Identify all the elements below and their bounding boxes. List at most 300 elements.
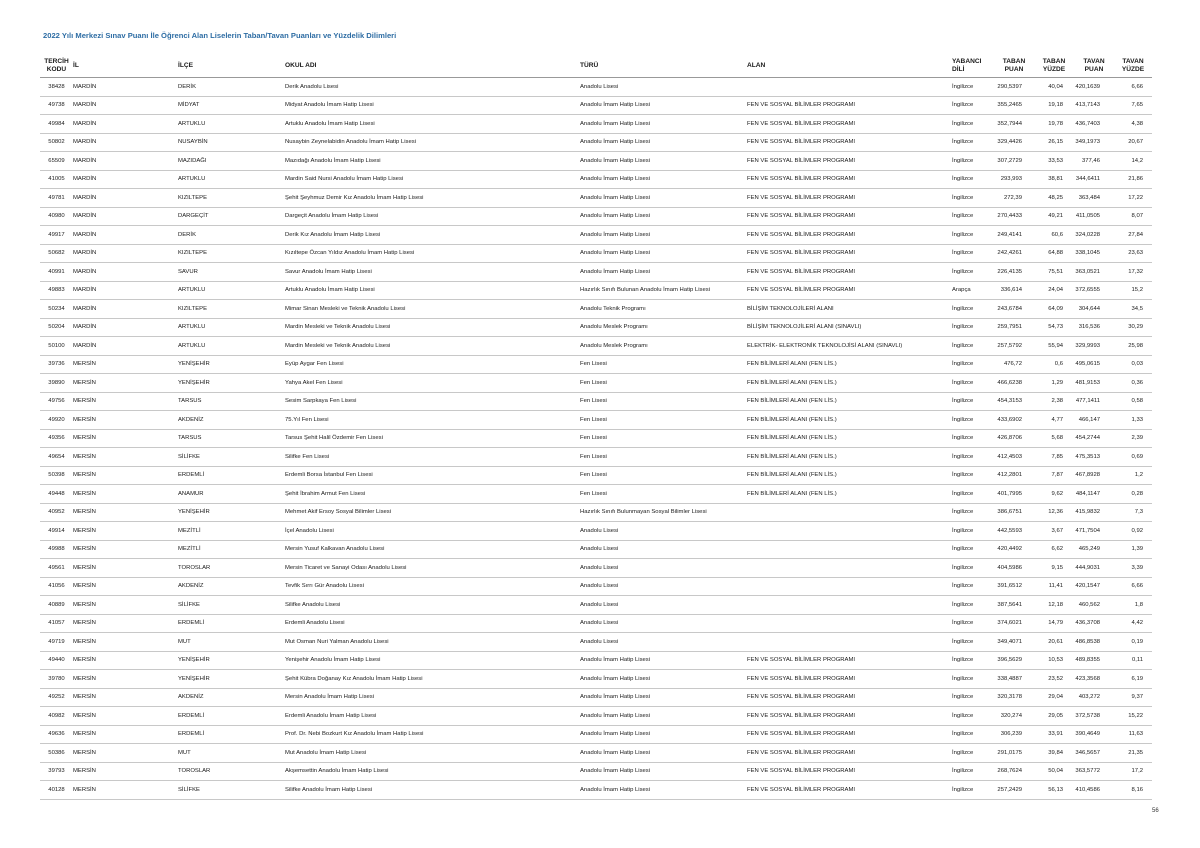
- cell-turu: Anadolu İmam Hatip Lisesi: [580, 651, 747, 670]
- cell-il: MERSİN: [73, 781, 178, 800]
- cell-taban-puan: 307,2729: [994, 152, 1034, 171]
- cell-alan: FEN VE SOSYAL BİLİMLER PROGRAMI: [747, 281, 952, 300]
- cell-okul-adi: 75.Yıl Fen Lisesi: [285, 411, 580, 430]
- cell-tercih-kodu: 49252: [40, 688, 73, 707]
- cell-tavan-puan: 410,4586: [1074, 781, 1114, 800]
- cell-yabanci-dili: İngilizce: [952, 559, 994, 578]
- cell-turu: Anadolu Lisesi: [580, 614, 747, 633]
- cell-taban-puan: 386,6751: [994, 503, 1034, 522]
- cell-alan: [747, 540, 952, 559]
- cell-alan: FEN VE SOSYAL BİLİMLER PROGRAMI: [747, 226, 952, 245]
- cell-il: MERSİN: [73, 670, 178, 689]
- cell-tavan-puan: 316,536: [1074, 318, 1114, 337]
- cell-il: MARDİN: [73, 207, 178, 226]
- cell-tavan-puan: 304,644: [1074, 300, 1114, 319]
- table-row: [40, 725, 1152, 744]
- cell-okul-adi: Eyüp Aygar Fen Lisesi: [285, 355, 580, 374]
- page-number: 56: [1152, 808, 1159, 814]
- table-row: [40, 540, 1152, 559]
- cell-ilce: YENİŞEHİR: [178, 374, 285, 393]
- cell-taban-puan: 433,6902: [994, 411, 1034, 430]
- cell-alan: [747, 503, 952, 522]
- cell-il: MERSİN: [73, 633, 178, 652]
- cell-il: MERSİN: [73, 411, 178, 430]
- cell-il: MERSİN: [73, 392, 178, 411]
- cell-yabanci-dili: İngilizce: [952, 226, 994, 245]
- cell-turu: Anadolu İmam Hatip Lisesi: [580, 781, 747, 800]
- cell-okul-adi: Artuklu Anadolu İmam Hatip Lisesi: [285, 281, 580, 300]
- table-row: [40, 374, 1152, 393]
- cell-alan: FEN VE SOSYAL BİLİMLER PROGRAMI: [747, 152, 952, 171]
- table-row: [40, 503, 1152, 522]
- cell-alan: [747, 633, 952, 652]
- cell-tavan-yuzde: 3,39: [1114, 559, 1152, 578]
- cell-il: MARDİN: [73, 318, 178, 337]
- table-row: [40, 596, 1152, 615]
- cell-taban-puan: 226,4135: [994, 263, 1034, 282]
- cell-ilce: ERDEMLİ: [178, 707, 285, 726]
- cell-tavan-yuzde: 34,5: [1114, 300, 1152, 319]
- cell-turu: Anadolu İmam Hatip Lisesi: [580, 688, 747, 707]
- cell-tavan-puan: 486,8538: [1074, 633, 1114, 652]
- table-body: [40, 78, 1152, 800]
- cell-okul-adi: Savur Anadolu İmam Hatip Lisesi: [285, 263, 580, 282]
- cell-ilce: KIZILTEPE: [178, 300, 285, 319]
- cell-taban-puan: 257,2429: [994, 781, 1034, 800]
- cell-okul-adi: Silifke Anadolu İmam Hatip Lisesi: [285, 781, 580, 800]
- cell-okul-adi: Şehit Şeyhmuz Demir Kız Anadolu İmam Hatip Lisesi: [285, 189, 580, 208]
- cell-alan: FEN BİLİMLERİ ALANI (FEN LİS.): [747, 485, 952, 504]
- cell-taban-puan: 293,993: [994, 170, 1034, 189]
- cell-taban-puan: 257,5792: [994, 337, 1034, 356]
- table-row: [40, 633, 1152, 652]
- cell-yabanci-dili: İngilizce: [952, 688, 994, 707]
- table-row: [40, 559, 1152, 578]
- cell-alan: FEN VE SOSYAL BİLİMLER PROGRAMI: [747, 651, 952, 670]
- cell-turu: Fen Lisesi: [580, 411, 747, 430]
- cell-il: MERSİN: [73, 355, 178, 374]
- cell-tavan-yuzde: 6,19: [1114, 670, 1152, 689]
- cell-tavan-puan: 467,8928: [1074, 466, 1114, 485]
- cell-il: MARDİN: [73, 281, 178, 300]
- header-turu: TÜRÜ: [580, 61, 599, 69]
- cell-alan: [747, 559, 952, 578]
- cell-yabanci-dili: İngilizce: [952, 540, 994, 559]
- cell-ilce: DERİK: [178, 226, 285, 245]
- cell-okul-adi: Mersin Ticaret ve Sanayi Odası Anadolu Lisesi: [285, 559, 580, 578]
- cell-okul-adi: Tarsus Şehit Halil Özdemir Fen Lisesi: [285, 429, 580, 448]
- cell-tercih-kodu: 40952: [40, 503, 73, 522]
- cell-alan: BİLİŞİM TEKNOLOJİLERİ ALANI: [747, 300, 952, 319]
- cell-okul-adi: Midyat Anadolu İmam Hatip Lisesi: [285, 96, 580, 115]
- cell-taban-puan: 420,4492: [994, 540, 1034, 559]
- cell-il: MERSİN: [73, 374, 178, 393]
- cell-ilce: SİLİFKE: [178, 781, 285, 800]
- cell-alan: BİLİŞİM TEKNOLOJİLERİ ALANI (SINAVLI): [747, 318, 952, 337]
- cell-tercih-kodu: 50398: [40, 466, 73, 485]
- cell-tavan-yuzde: 0,69: [1114, 448, 1152, 467]
- cell-tavan-puan: 495,0615: [1074, 355, 1114, 374]
- cell-turu: Anadolu İmam Hatip Lisesi: [580, 170, 747, 189]
- cell-taban-yuzde: 10,53: [1034, 651, 1074, 670]
- cell-alan: FEN BİLİMLERİ ALANI (FEN LİS.): [747, 448, 952, 467]
- cell-taban-yuzde: 29,05: [1034, 707, 1074, 726]
- table-row: [40, 707, 1152, 726]
- cell-tercih-kodu: 50234: [40, 300, 73, 319]
- table-row: [40, 78, 1152, 97]
- cell-tavan-yuzde: 20,67: [1114, 133, 1152, 152]
- cell-il: MARDİN: [73, 96, 178, 115]
- cell-taban-yuzde: 64,88: [1034, 244, 1074, 263]
- table-row: [40, 207, 1152, 226]
- cell-yabanci-dili: İngilizce: [952, 448, 994, 467]
- cell-tercih-kodu: 40980: [40, 207, 73, 226]
- cell-taban-puan: 374,6021: [994, 614, 1034, 633]
- table-row: [40, 337, 1152, 356]
- cell-ilce: MUT: [178, 744, 285, 763]
- cell-alan: FEN VE SOSYAL BİLİMLER PROGRAMI: [747, 762, 952, 781]
- cell-ilce: ERDEMLİ: [178, 725, 285, 744]
- cell-turu: Anadolu İmam Hatip Lisesi: [580, 133, 747, 152]
- cell-turu: Fen Lisesi: [580, 466, 747, 485]
- cell-tercih-kodu: 40991: [40, 263, 73, 282]
- cell-tavan-yuzde: 11,63: [1114, 725, 1152, 744]
- cell-yabanci-dili: İngilizce: [952, 78, 994, 97]
- cell-turu: Anadolu İmam Hatip Lisesi: [580, 670, 747, 689]
- cell-taban-puan: 291,0175: [994, 744, 1034, 763]
- cell-tavan-puan: 484,1147: [1074, 485, 1114, 504]
- cell-turu: Hazırlık Sınıfı Bulunmayan Sosyal Bilimler Lisesi: [580, 503, 747, 522]
- table-row: [40, 651, 1152, 670]
- cell-taban-puan: 355,2465: [994, 96, 1034, 115]
- cell-turu: Anadolu Teknik Programı: [580, 300, 747, 319]
- cell-okul-adi: Mardin Mesleki ve Teknik Anadolu Lisesi: [285, 337, 580, 356]
- cell-il: MARDİN: [73, 337, 178, 356]
- cell-tavan-yuzde: 21,35: [1114, 744, 1152, 763]
- cell-taban-puan: 249,4141: [994, 226, 1034, 245]
- cell-tercih-kodu: 49654: [40, 448, 73, 467]
- cell-tavan-puan: 460,562: [1074, 596, 1114, 615]
- cell-il: MERSİN: [73, 651, 178, 670]
- cell-okul-adi: Erdemli Borsa İstanbul Fen Lisesi: [285, 466, 580, 485]
- cell-tavan-yuzde: 21,86: [1114, 170, 1152, 189]
- cell-okul-adi: Tevfik Sırrı Gür Anadolu Lisesi: [285, 577, 580, 596]
- cell-okul-adi: Mardin Mesleki ve Teknik Anadolu Lisesi: [285, 318, 580, 337]
- cell-tercih-kodu: 50386: [40, 744, 73, 763]
- cell-okul-adi: Yahya Akel Fen Lisesi: [285, 374, 580, 393]
- cell-tavan-yuzde: 0,36: [1114, 374, 1152, 393]
- cell-alan: ELEKTRİK- ELEKTRONİK TEKNOLOJİSİ ALANI (SINAVLI): [747, 337, 952, 356]
- cell-okul-adi: Nusaybin Zeynelabidin Anadolu İmam Hatip Lisesi: [285, 133, 580, 152]
- cell-tercih-kodu: 49738: [40, 96, 73, 115]
- cell-turu: Fen Lisesi: [580, 485, 747, 504]
- cell-tavan-puan: 436,7403: [1074, 115, 1114, 134]
- header-alan: ALAN: [747, 61, 766, 69]
- cell-taban-puan: 387,5641: [994, 596, 1034, 615]
- cell-taban-yuzde: 7,85: [1034, 448, 1074, 467]
- cell-tavan-puan: 471,7504: [1074, 522, 1114, 541]
- cell-il: MARDİN: [73, 152, 178, 171]
- cell-il: MARDİN: [73, 189, 178, 208]
- cell-taban-puan: 412,4503: [994, 448, 1034, 467]
- cell-yabanci-dili: İngilizce: [952, 429, 994, 448]
- cell-tavan-puan: 329,9993: [1074, 337, 1114, 356]
- cell-tercih-kodu: 49917: [40, 226, 73, 245]
- cell-il: MERSİN: [73, 707, 178, 726]
- cell-taban-puan: 329,4426: [994, 133, 1034, 152]
- cell-taban-yuzde: 50,04: [1034, 762, 1074, 781]
- cell-taban-yuzde: 56,13: [1034, 781, 1074, 800]
- cell-alan: FEN VE SOSYAL BİLİMLER PROGRAMI: [747, 688, 952, 707]
- table-row: [40, 429, 1152, 448]
- cell-ilce: ARTUKLU: [178, 170, 285, 189]
- cell-taban-yuzde: 33,91: [1034, 725, 1074, 744]
- header-tercih-kodu: TERCİH KODU: [44, 57, 69, 73]
- cell-okul-adi: Mersin Anadolu İmam Hatip Lisesi: [285, 688, 580, 707]
- cell-okul-adi: Derik Kız Anadolu İmam Hatip Lisesi: [285, 226, 580, 245]
- table-row: [40, 96, 1152, 115]
- table-row: [40, 300, 1152, 319]
- cell-alan: [747, 596, 952, 615]
- cell-tavan-puan: 372,5738: [1074, 707, 1114, 726]
- cell-okul-adi: İçel Anadolu Lisesi: [285, 522, 580, 541]
- cell-taban-puan: 426,8706: [994, 429, 1034, 448]
- cell-yabanci-dili: İngilizce: [952, 318, 994, 337]
- cell-tercih-kodu: 40982: [40, 707, 73, 726]
- cell-taban-puan: 476,72: [994, 355, 1034, 374]
- cell-alan: FEN VE SOSYAL BİLİMLER PROGRAMI: [747, 670, 952, 689]
- table-row: [40, 281, 1152, 300]
- cell-turu: Anadolu Lisesi: [580, 633, 747, 652]
- cell-tavan-puan: 475,3513: [1074, 448, 1114, 467]
- cell-tavan-yuzde: 1,33: [1114, 411, 1152, 430]
- cell-tavan-puan: 477,1411: [1074, 392, 1114, 411]
- cell-yabanci-dili: İngilizce: [952, 300, 994, 319]
- cell-il: MERSİN: [73, 429, 178, 448]
- cell-taban-puan: 338,4887: [994, 670, 1034, 689]
- cell-yabanci-dili: İngilizce: [952, 596, 994, 615]
- cell-okul-adi: Şehit İbrahim Armut Fen Lisesi: [285, 485, 580, 504]
- cell-turu: Anadolu İmam Hatip Lisesi: [580, 762, 747, 781]
- cell-ilce: MUT: [178, 633, 285, 652]
- cell-turu: Anadolu Lisesi: [580, 78, 747, 97]
- cell-ilce: ARTUKLU: [178, 115, 285, 134]
- cell-tercih-kodu: 39736: [40, 355, 73, 374]
- cell-okul-adi: Artuklu Anadolu İmam Hatip Lisesi: [285, 115, 580, 134]
- cell-taban-puan: 454,3153: [994, 392, 1034, 411]
- cell-il: MERSİN: [73, 762, 178, 781]
- cell-turu: Anadolu İmam Hatip Lisesi: [580, 207, 747, 226]
- cell-taban-puan: 268,7624: [994, 762, 1034, 781]
- table-row: [40, 133, 1152, 152]
- cell-taban-yuzde: 12,18: [1034, 596, 1074, 615]
- cell-tercih-kodu: 41057: [40, 614, 73, 633]
- cell-tercih-kodu: 40889: [40, 596, 73, 615]
- table-header-row: [40, 55, 1152, 78]
- cell-ilce: KIZILTEPE: [178, 189, 285, 208]
- cell-ilce: KIZILTEPE: [178, 244, 285, 263]
- cell-tavan-yuzde: 30,29: [1114, 318, 1152, 337]
- table-row: [40, 614, 1152, 633]
- cell-il: MERSİN: [73, 485, 178, 504]
- cell-ilce: ARTUKLU: [178, 318, 285, 337]
- header-taban-puan: TABAN PUAN: [1002, 57, 1026, 73]
- cell-okul-adi: Erdemli Anadolu Lisesi: [285, 614, 580, 633]
- cell-il: MERSİN: [73, 503, 178, 522]
- cell-turu: Fen Lisesi: [580, 355, 747, 374]
- cell-tavan-yuzde: 23,63: [1114, 244, 1152, 263]
- cell-taban-puan: 242,4261: [994, 244, 1034, 263]
- cell-tavan-puan: 344,6411: [1074, 170, 1114, 189]
- cell-tavan-puan: 363,484: [1074, 189, 1114, 208]
- cell-taban-yuzde: 55,94: [1034, 337, 1074, 356]
- cell-tercih-kodu: 50802: [40, 133, 73, 152]
- cell-okul-adi: Mersin Yusuf Kalkavan Anadolu Lisesi: [285, 540, 580, 559]
- cell-tavan-puan: 377,46: [1074, 152, 1114, 171]
- cell-alan: FEN BİLİMLERİ ALANI (FEN LİS.): [747, 411, 952, 430]
- cell-il: MERSİN: [73, 448, 178, 467]
- cell-ilce: DERİK: [178, 78, 285, 97]
- cell-tavan-puan: 444,9031: [1074, 559, 1114, 578]
- cell-okul-adi: Mardin Said Nursi Anadolu İmam Hatip Lisesi: [285, 170, 580, 189]
- cell-taban-yuzde: 64,09: [1034, 300, 1074, 319]
- cell-okul-adi: Mazıdağı Anadolu İmam Hatip Lisesi: [285, 152, 580, 171]
- cell-alan: FEN VE SOSYAL BİLİMLER PROGRAMI: [747, 207, 952, 226]
- cell-tavan-yuzde: 25,98: [1114, 337, 1152, 356]
- cell-alan: FEN VE SOSYAL BİLİMLER PROGRAMI: [747, 725, 952, 744]
- cell-alan: FEN VE SOSYAL BİLİMLER PROGRAMI: [747, 96, 952, 115]
- table-row: [40, 781, 1152, 800]
- cell-yabanci-dili: İngilizce: [952, 337, 994, 356]
- cell-ilce: MAZIDAĞI: [178, 152, 285, 171]
- cell-tercih-kodu: 39890: [40, 374, 73, 393]
- cell-il: MERSİN: [73, 744, 178, 763]
- cell-yabanci-dili: İngilizce: [952, 170, 994, 189]
- cell-ilce: YENİŞEHİR: [178, 355, 285, 374]
- cell-alan: [747, 522, 952, 541]
- cell-il: MERSİN: [73, 614, 178, 633]
- cell-alan: [747, 614, 952, 633]
- cell-okul-adi: Derik Anadolu Lisesi: [285, 78, 580, 97]
- cell-taban-puan: 466,6238: [994, 374, 1034, 393]
- cell-turu: Anadolu İmam Hatip Lisesi: [580, 725, 747, 744]
- cell-ilce: YENİŞEHİR: [178, 670, 285, 689]
- table-row: [40, 688, 1152, 707]
- cell-yabanci-dili: İngilizce: [952, 503, 994, 522]
- cell-tavan-yuzde: 15,22: [1114, 707, 1152, 726]
- cell-taban-yuzde: 33,53: [1034, 152, 1074, 171]
- cell-il: MARDİN: [73, 263, 178, 282]
- cell-turu: Fen Lisesi: [580, 374, 747, 393]
- cell-yabanci-dili: İngilizce: [952, 614, 994, 633]
- cell-yabanci-dili: İngilizce: [952, 96, 994, 115]
- cell-tercih-kodu: 49914: [40, 522, 73, 541]
- cell-tavan-yuzde: 4,38: [1114, 115, 1152, 134]
- cell-yabanci-dili: İngilizce: [952, 781, 994, 800]
- cell-alan: FEN BİLİMLERİ ALANI (FEN LİS.): [747, 392, 952, 411]
- header-yabanci-dili: YABANCI DİLİ: [952, 57, 982, 73]
- cell-tercih-kodu: 50204: [40, 318, 73, 337]
- table-row: [40, 115, 1152, 134]
- cell-taban-puan: 336,614: [994, 281, 1034, 300]
- cell-tavan-puan: 413,7143: [1074, 96, 1114, 115]
- cell-tercih-kodu: 49920: [40, 411, 73, 430]
- cell-tavan-puan: 481,9153: [1074, 374, 1114, 393]
- table-row: [40, 226, 1152, 245]
- cell-tavan-puan: 465,249: [1074, 540, 1114, 559]
- cell-alan: FEN VE SOSYAL BİLİMLER PROGRAMI: [747, 744, 952, 763]
- cell-okul-adi: Sesim Sarpkaya Fen Lisesi: [285, 392, 580, 411]
- cell-alan: FEN VE SOSYAL BİLİMLER PROGRAMI: [747, 170, 952, 189]
- cell-yabanci-dili: İngilizce: [952, 651, 994, 670]
- cell-taban-yuzde: 2,38: [1034, 392, 1074, 411]
- cell-tavan-yuzde: 17,22: [1114, 189, 1152, 208]
- header-tavan-puan: TAVAN PUAN: [1083, 57, 1105, 73]
- cell-tercih-kodu: 49448: [40, 485, 73, 504]
- cell-taban-yuzde: 3,67: [1034, 522, 1074, 541]
- cell-taban-puan: 259,7951: [994, 318, 1034, 337]
- cell-tavan-yuzde: 2,39: [1114, 429, 1152, 448]
- cell-il: MERSİN: [73, 522, 178, 541]
- table-row: [40, 152, 1152, 171]
- cell-taban-yuzde: 1,29: [1034, 374, 1074, 393]
- cell-taban-puan: 352,7944: [994, 115, 1034, 134]
- cell-ilce: MEZİTLİ: [178, 522, 285, 541]
- cell-okul-adi: Mut Osman Nuri Yalman Anadolu Lisesi: [285, 633, 580, 652]
- cell-turu: Anadolu Lisesi: [580, 559, 747, 578]
- cell-taban-puan: 290,5397: [994, 78, 1034, 97]
- cell-tavan-yuzde: 0,28: [1114, 485, 1152, 504]
- cell-yabanci-dili: İngilizce: [952, 244, 994, 263]
- cell-ilce: YENİŞEHİR: [178, 651, 285, 670]
- cell-taban-yuzde: 20,61: [1034, 633, 1074, 652]
- cell-okul-adi: Mut Anadolu İmam Hatip Lisesi: [285, 744, 580, 763]
- cell-ilce: AKDENİZ: [178, 411, 285, 430]
- cell-il: MARDİN: [73, 170, 178, 189]
- cell-il: MERSİN: [73, 725, 178, 744]
- cell-turu: Anadolu İmam Hatip Lisesi: [580, 744, 747, 763]
- cell-okul-adi: Mimar Sinan Mesleki ve Teknik Anadolu Lisesi: [285, 300, 580, 319]
- table-row: [40, 170, 1152, 189]
- cell-tavan-yuzde: 17,32: [1114, 263, 1152, 282]
- cell-yabanci-dili: İngilizce: [952, 633, 994, 652]
- cell-taban-puan: 349,4071: [994, 633, 1034, 652]
- cell-taban-puan: 243,6784: [994, 300, 1034, 319]
- cell-tavan-puan: 436,3708: [1074, 614, 1114, 633]
- cell-okul-adi: Silifke Anadolu Lisesi: [285, 596, 580, 615]
- cell-tercih-kodu: 49984: [40, 115, 73, 134]
- header-okul-adi: OKUL ADI: [285, 61, 317, 69]
- cell-okul-adi: Erdemli Anadolu İmam Hatip Lisesi: [285, 707, 580, 726]
- cell-il: MERSİN: [73, 596, 178, 615]
- table-row: [40, 448, 1152, 467]
- cell-tavan-yuzde: 1,39: [1114, 540, 1152, 559]
- cell-tavan-puan: 420,1639: [1074, 78, 1114, 97]
- page-title: 2022 Yılı Merkezi Sınav Puanı İle Öğrenci Alan Liselerin Taban/Tavan Puanları ve Yüzdelik Dilimleri: [43, 31, 397, 40]
- cell-turu: Anadolu Lisesi: [580, 522, 747, 541]
- cell-alan: FEN VE SOSYAL BİLİMLER PROGRAMI: [747, 189, 952, 208]
- cell-turu: Anadolu İmam Hatip Lisesi: [580, 244, 747, 263]
- cell-tercih-kodu: 65509: [40, 152, 73, 171]
- cell-taban-yuzde: 48,25: [1034, 189, 1074, 208]
- cell-alan: FEN VE SOSYAL BİLİMLER PROGRAMI: [747, 781, 952, 800]
- cell-taban-yuzde: 24,04: [1034, 281, 1074, 300]
- cell-taban-yuzde: 4,77: [1034, 411, 1074, 430]
- cell-yabanci-dili: İngilizce: [952, 762, 994, 781]
- cell-ilce: TOROSLAR: [178, 559, 285, 578]
- cell-tavan-yuzde: 0,58: [1114, 392, 1152, 411]
- cell-turu: Fen Lisesi: [580, 429, 747, 448]
